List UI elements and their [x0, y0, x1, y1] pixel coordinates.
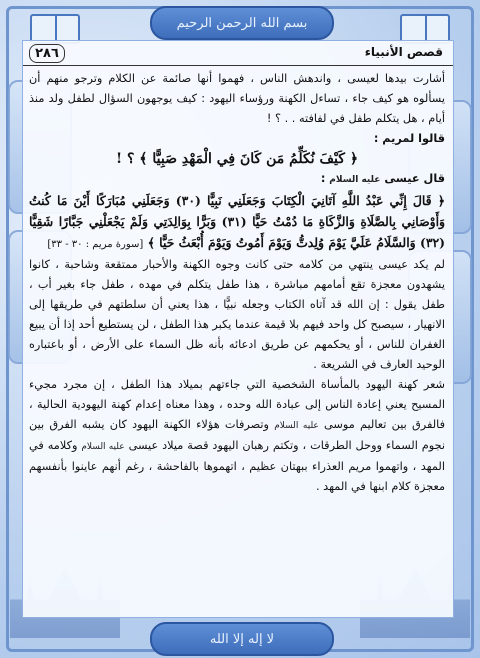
top-calligraphy-banner: بسم الله الرحمن الرحيم: [150, 6, 334, 40]
quoted-verse: ﴿ كَيْفَ نُكَلِّمُ مَن كَانَ فِي الْمَهْدِ صَبِيًّا ﴾ ؟ !: [115, 151, 359, 167]
jesus-heading-text: قال عيسى: [384, 172, 445, 185]
paragraph-4-part-b: وتصرفات هؤلاء الكهنة اليهود كان يشبه الفرق بين نجوم السماء ووحل الطرقات ، وتكتم رهبان اليهود قصة ميلاد عيسى: [29, 418, 446, 452]
page-body: [29, 69, 445, 611]
book-page: [22, 40, 454, 618]
paragraph-1: أشارت بيدها لعيسى ، واندهش الناس ، فهموا أنها صائمة عن الكلام وترجو منهم أن يسألوه هو كيف جاء ، تساءل الكهنة ورؤساء اليهود : كيف يوجهون السؤال لطفل ولد منذ أيام ، هل يتكلم طفل في لفافته . . ؟ !: [29, 72, 445, 125]
honorific-mark-jesus: عليه السلام: [81, 442, 125, 452]
quran-verse-text: ﴿ قَالَ إِنِّي عَبْدُ اللَّهِ آتَانِيَ الْكِتَابَ وَجَعَلَنِي نَبِيًّا (٣٠) وَجَعَلَنِي مُبَارَكًا أَيْنَ مَا كُنتُ وَأَوْصَانِي بِالصَّلَاةِ وَالزَّكَاةِ مَا دُمْتُ حَيًّا (٣١) وَبَرًّا بِوَالِدَتِي وَلَمْ يَجْعَلْنِي جَبَّارًا شَقِيًّا (٣٢) وَالسَّلَامُ عَلَيَّ يَوْمَ وُلِدتُّ وَيَوْمَ أَمُوتُ وَيَوْمَ أُبْعَثُ حَيًّا ﴾: [29, 193, 446, 250]
quran-verse: [29, 190, 445, 255]
paragraph-3: لم يكد عيسى ينتهي من كلامه حتى كانت وجوه الكهنة والأحبار ممتقعة وشاحبة ، كانوا يشهدون معجزة تقع أمامهم مباشرة ، هذا طفل يتكلم في مهده ، طفل جاء بغير أب ، طفل يقول : إن الله قد آتاه الكتاب وجعله نبيًّا ، هذا يعني أن سلطتهم في طريقها إلى الانهيار ، سيصبح كل واحد فيهم بلا قيمة عندما يكبر هذا الطفل ، لن يستطيع أحد إذا أن يبيع الغفران للناس ، أو يحكمهم عن طريق ادعائه بأنه ظل السماء على الأرض ، أو باعتباره الوحيد العارف في الشريعة .: [29, 258, 445, 371]
jesus-heading: قال عيسى عليه السلام :: [320, 172, 445, 185]
bottom-calligraphy-banner: لا إله إلا الله: [150, 622, 334, 656]
paragraph-4-part-c: وكلامه في المهد ، واتهموا مريم العذراء ببهتان عظيم ، اتهموها بالفاحشة ، رغم أنهم عاينوا بأنفسهم معجزة كلام ابنها في المهد .: [29, 439, 445, 493]
paragraph-2: قالوا لمريم :: [373, 132, 445, 145]
paragraph-4-part-a: شعر كهنة اليهود بالمأساة الشخصية التي جاءتهم بميلاد هذا الطفل ، إن مجرد مجيء المسيح يعني إعادة الناس إلى عبادة الله وحده ، وهذا معناه إعدام كهنة اليهودية الحالية ، فالفرق بين تعاليم موسى: [29, 378, 445, 431]
page-number: ٢٨٦: [29, 44, 65, 63]
page-header: [23, 41, 453, 66]
verse-reference: [سورة مريم : ٣٠ - ٣٣]: [47, 239, 144, 250]
honorific-mark: عليه السلام: [329, 175, 381, 185]
honorific-mark-moses: عليه السلام: [274, 421, 319, 431]
running-title: قصص الأنبياء: [364, 45, 443, 59]
paragraph-4: [29, 375, 445, 497]
